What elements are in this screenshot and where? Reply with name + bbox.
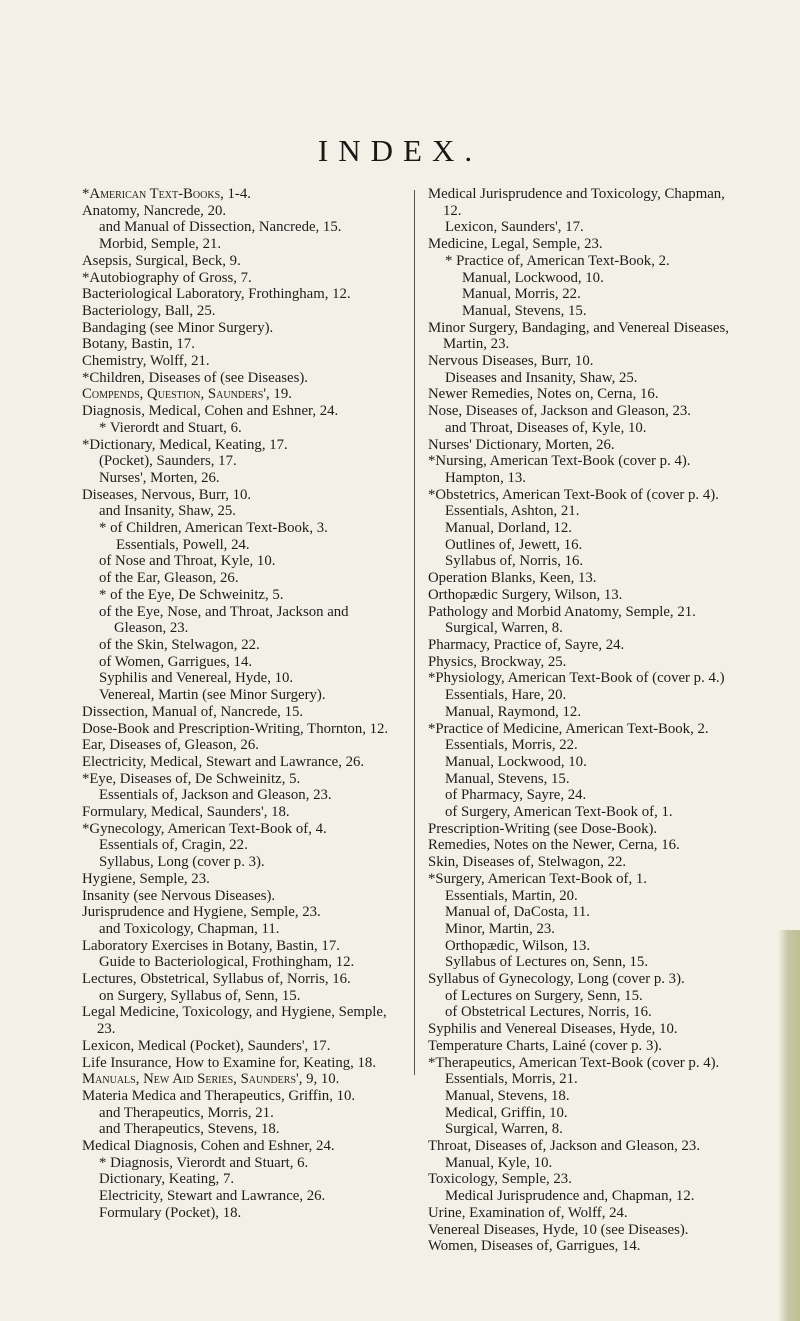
- index-entry: Botany, Bastin, 17.: [82, 336, 195, 353]
- index-entry: of Pharmacy, Sayre, 24.: [445, 787, 587, 804]
- index-entry: Essentials, Morris, 21.: [445, 1071, 578, 1088]
- index-entry: Bandaging (see Minor Surgery).: [82, 319, 274, 336]
- index-entry: *Dictionary, Medical, Keating, 17.: [82, 436, 288, 453]
- index-entry: Venereal, Martin (see Minor Surgery).: [99, 687, 326, 704]
- index-entry: Essentials of, Jackson and Gleason, 23.: [99, 787, 332, 804]
- index-entry: Orthopædic, Wilson, 13.: [445, 937, 591, 954]
- index-entry: Anatomy, Nancrede, 20.: [82, 202, 227, 219]
- index-entry: and Therapeutics, Morris, 21.: [99, 1104, 274, 1121]
- index-entry: Minor Surgery, Bandaging, and Venereal Diseases, Martin, 23.: [428, 319, 729, 353]
- index-column-left: [82, 186, 400, 1222]
- index-entry: Essentials, Powell, 24.: [116, 536, 250, 553]
- index-entry: Morbid, Semple, 21.: [99, 236, 222, 253]
- index-entry: *Therapeutics, American Text-Book (cover p. 4).: [428, 1054, 720, 1071]
- index-entry: * Practice of, American Text-Book, 2.: [445, 252, 670, 269]
- index-entry: * Vierordt and Stuart, 6.: [99, 419, 242, 436]
- index-entry: Insanity (see Nervous Diseases).: [82, 887, 276, 904]
- index-entry: Manual, Kyle, 10.: [445, 1154, 553, 1171]
- index-entry: Dose-Book and Prescription-Writing, Thornton, 12.: [82, 720, 389, 737]
- index-entry: Operation Blanks, Keen, 13.: [428, 570, 597, 587]
- index-entry: and Manual of Dissection, Nancrede, 15.: [99, 219, 342, 236]
- index-entry: Diagnosis, Medical, Cohen and Eshner, 24.: [82, 403, 339, 420]
- index-entry: (Pocket), Saunders, 17.: [99, 453, 237, 470]
- column-divider: [414, 190, 415, 1075]
- index-entry: Manual, Lockwood, 10.: [445, 753, 587, 770]
- index-entry: Jurisprudence and Hygiene, Semple, 23.: [82, 904, 321, 921]
- index-entry: Manual, Stevens, 15.: [462, 302, 587, 319]
- page-edge-shadow: [778, 930, 800, 1321]
- index-entry: Toxicology, Semple, 23.: [428, 1171, 572, 1188]
- index-entry: Urine, Examination of, Wolff, 24.: [428, 1204, 628, 1221]
- index-entry: Electricity, Stewart and Lawrance, 26.: [99, 1188, 326, 1205]
- index-entry: Medical Diagnosis, Cohen and Eshner, 24.: [82, 1138, 335, 1155]
- index-entry: Lexicon, Medical (Pocket), Saunders', 17.: [82, 1037, 331, 1054]
- index-entry: *Autobiography of Gross, 7.: [82, 269, 252, 286]
- index-entry: *Obstetrics, American Text-Book of (cover p. 4).: [428, 486, 719, 503]
- index-entry: Essentials, Martin, 20.: [445, 887, 578, 904]
- index-entry: Life Insurance, How to Examine for, Keating, 18.: [82, 1054, 377, 1071]
- index-entry: Nurses', Morten, 26.: [99, 469, 220, 486]
- index-entry: Legal Medicine, Toxicology, and Hygiene, Semple, 23.: [82, 1004, 387, 1038]
- index-entry: *Nursing, American Text-Book (cover p. 4).: [428, 453, 691, 470]
- index-entry: Syllabus of Lectures on, Senn, 15.: [445, 954, 649, 971]
- index-entry: *Gynecology, American Text-Book of, 4.: [82, 820, 327, 837]
- index-entry: *American Text-Books, 1-4.: [82, 186, 251, 202]
- index-entry: Manual of, DaCosta, 11.: [445, 904, 590, 921]
- index-entry: and Therapeutics, Stevens, 18.: [99, 1121, 280, 1138]
- index-entry: * of the Eye, De Schweinitz, 5.: [99, 586, 284, 603]
- index-entry: Guide to Bacteriological, Frothingham, 12.: [99, 954, 355, 971]
- index-entry: Outlines of, Jewett, 16.: [445, 536, 583, 553]
- index-entry: Physics, Brockway, 25.: [428, 653, 567, 670]
- index-entry: *Surgery, American Text-Book of, 1.: [428, 870, 647, 887]
- index-entry: of Lectures on Surgery, Senn, 15.: [445, 987, 643, 1004]
- index-entry: Lectures, Obstetrical, Syllabus of, Norris, 16.: [82, 971, 351, 988]
- index-column-right: [416, 186, 740, 1255]
- index-entry: Materia Medica and Therapeutics, Griffin, 10.: [82, 1087, 356, 1104]
- index-entry: Medicine, Legal, Semple, 23.: [428, 236, 603, 253]
- index-entry: on Surgery, Syllabus of, Senn, 15.: [99, 987, 301, 1004]
- index-entry: Dictionary, Keating, 7.: [99, 1171, 235, 1188]
- index-entry: Diseases and Insanity, Shaw, 25.: [445, 369, 638, 386]
- index-entry: * Diagnosis, Vierordt and Stuart, 6.: [99, 1154, 309, 1171]
- index-entry: of Nose and Throat, Kyle, 10.: [99, 553, 276, 570]
- index-entry: Women, Diseases of, Garrigues, 14.: [428, 1238, 641, 1255]
- index-entry: Minor, Martin, 23.: [445, 920, 555, 937]
- index-entry: Surgical, Warren, 8.: [445, 620, 563, 637]
- index-entry: of the Ear, Gleason, 26.: [99, 570, 239, 587]
- index-entry: Surgical, Warren, 8.: [445, 1121, 563, 1138]
- index-entry: * of Children, American Text-Book, 3.: [99, 520, 328, 537]
- index-entry: Compends, Question, Saunders', 19.: [82, 386, 292, 403]
- index-entry: Manual, Stevens, 18.: [445, 1087, 570, 1104]
- index-entry: Pathology and Morbid Anatomy, Semple, 21.: [428, 603, 696, 620]
- index-entry: and Toxicology, Chapman, 11.: [99, 920, 280, 937]
- index-entry: Medical Jurisprudence and Toxicology, Chapman, 12.: [428, 186, 725, 219]
- index-entry: Bacteriological Laboratory, Frothingham, 12.: [82, 286, 351, 303]
- index-entry: Manual, Lockwood, 10.: [462, 269, 604, 286]
- index-entry: Nurses' Dictionary, Morten, 26.: [428, 436, 615, 453]
- index-entry: Ear, Diseases of, Gleason, 26.: [82, 737, 259, 754]
- index-entry: *Practice of Medicine, American Text-Book, 2.: [428, 720, 709, 737]
- index-entry: Manual, Morris, 22.: [462, 286, 581, 303]
- index-entry: Medical, Griffin, 10.: [445, 1104, 568, 1121]
- index-entry: Hampton, 13.: [445, 469, 526, 486]
- index-entry: Lexicon, Saunders', 17.: [445, 219, 584, 236]
- index-entry: Syllabus of, Norris, 16.: [445, 553, 584, 570]
- index-entry: Syllabus of Gynecology, Long (cover p. 3).: [428, 971, 685, 988]
- index-entry: Nose, Diseases of, Jackson and Gleason, 23.: [428, 403, 691, 420]
- index-entry: of the Eye, Nose, and Throat, Jackson and Gleason, 23.: [99, 603, 349, 637]
- index-entry: Asepsis, Surgical, Beck, 9.: [82, 252, 241, 269]
- index-entry: of Surgery, American Text-Book of, 1.: [445, 804, 673, 821]
- index-entry: Syphilis and Venereal Diseases, Hyde, 10.: [428, 1021, 678, 1038]
- index-entry: Electricity, Medical, Stewart and Lawrance, 26.: [82, 753, 365, 770]
- index-entry: Laboratory Exercises in Botany, Bastin, 17.: [82, 937, 340, 954]
- index-entry: Manuals, New Aid Series, Saunders', 9, 10.: [82, 1071, 340, 1088]
- index-entry: and Insanity, Shaw, 25.: [99, 503, 236, 520]
- index-entry: Syllabus, Long (cover p. 3).: [99, 854, 265, 871]
- index-entry: Dissection, Manual of, Nancrede, 15.: [82, 703, 304, 720]
- index-entry: Venereal Diseases, Hyde, 10 (see Diseases).: [428, 1221, 689, 1238]
- index-entry: Throat, Diseases of, Jackson and Gleason, 23.: [428, 1138, 701, 1155]
- index-entry: Hygiene, Semple, 23.: [82, 870, 210, 887]
- index-entry: *Physiology, American Text-Book of (cover p. 4.): [428, 670, 725, 687]
- index-entry: of Obstetrical Lectures, Norris, 16.: [445, 1004, 652, 1021]
- index-entry: and Throat, Diseases of, Kyle, 10.: [445, 419, 647, 436]
- index-entry: Manual, Dorland, 12.: [445, 520, 572, 537]
- index-entry: Manual, Raymond, 12.: [445, 703, 582, 720]
- index-entry: Temperature Charts, Lainé (cover p. 3).: [428, 1037, 662, 1054]
- index-entry: Orthopædic Surgery, Wilson, 13.: [428, 586, 623, 603]
- index-entry: Essentials of, Cragin, 22.: [99, 837, 248, 854]
- index-entry: Bacteriology, Ball, 25.: [82, 302, 216, 319]
- index-entry: of the Skin, Stelwagon, 22.: [99, 636, 260, 653]
- index-entry: Skin, Diseases of, Stelwagon, 22.: [428, 854, 627, 871]
- index-entry: Syphilis and Venereal, Hyde, 10.: [99, 670, 294, 687]
- index-entry: Medical Jurisprudence and, Chapman, 12.: [445, 1188, 695, 1205]
- index-entry: Manual, Stevens, 15.: [445, 770, 570, 787]
- index-entry: Essentials, Ashton, 21.: [445, 503, 580, 520]
- index-entry: Essentials, Hare, 20.: [445, 687, 567, 704]
- index-entry: Formulary, Medical, Saunders', 18.: [82, 804, 290, 821]
- index-entry: of Women, Garrigues, 14.: [99, 653, 253, 670]
- index-entry: Chemistry, Wolff, 21.: [82, 353, 210, 370]
- index-entry: *Children, Diseases of (see Diseases).: [82, 369, 308, 386]
- index-entry: *Eye, Diseases of, De Schweinitz, 5.: [82, 770, 301, 787]
- index-entry: Pharmacy, Practice of, Sayre, 24.: [428, 636, 625, 653]
- index-entry: Essentials, Morris, 22.: [445, 737, 578, 754]
- index-entry: Prescription-Writing (see Dose-Book).: [428, 820, 658, 837]
- index-entry: Diseases, Nervous, Burr, 10.: [82, 486, 252, 503]
- index-entry: Newer Remedies, Notes on, Cerna, 16.: [428, 386, 659, 403]
- index-entry: Formulary (Pocket), 18.: [99, 1204, 242, 1221]
- index-entry: Remedies, Notes on the Newer, Cerna, 16.: [428, 837, 680, 854]
- index-entry: Nervous Diseases, Burr, 10.: [428, 353, 594, 370]
- page-title: INDEX.: [317, 133, 483, 168]
